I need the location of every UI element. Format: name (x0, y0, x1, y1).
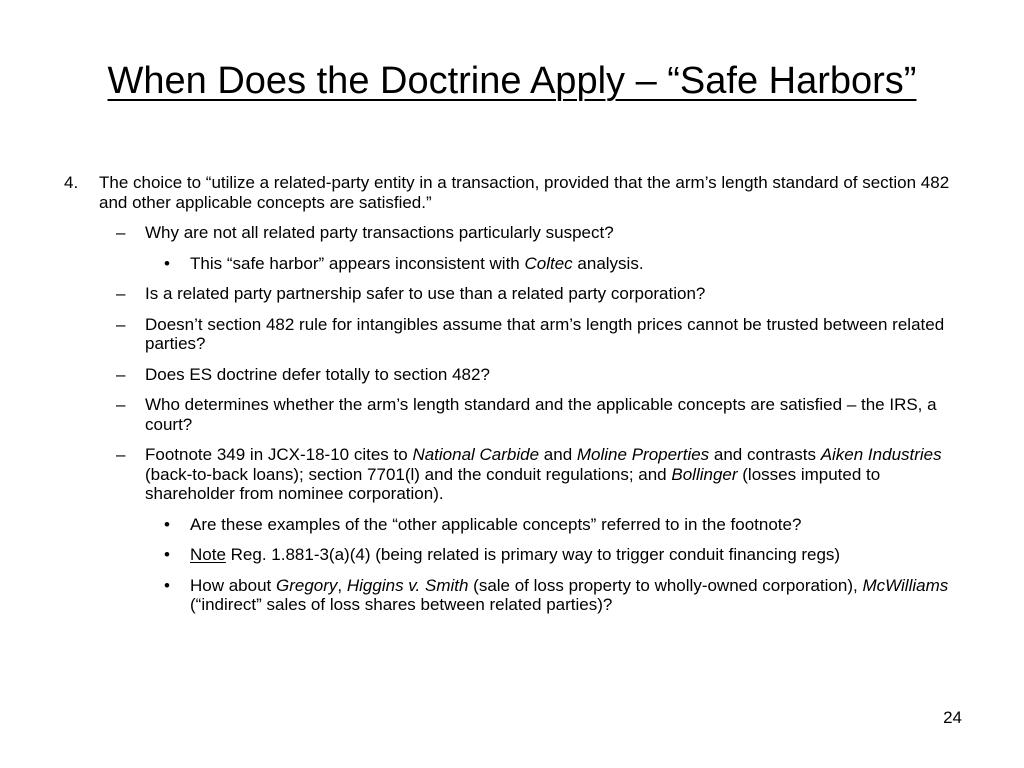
case-name: Gregory (276, 575, 338, 595)
item-4 (64, 173, 964, 212)
item-text: The choice to “utilize a related-party entity in a transaction, provided that the arm’s length standard of section 482 and other applicable concepts are satisfied.” (99, 173, 950, 212)
question-text: Why are not all related party transactions particularly suspect? (145, 223, 614, 242)
case-name: Higgins v. Smith (346, 575, 469, 595)
question-text: Is a related party partnership safer to use than a related party corporation? (145, 284, 706, 303)
question-who-determines (64, 395, 964, 434)
question-text: Footnote 349 in JCX-18-10 cites to National Carbide and Moline Properties and contrasts Aiken Industries (back-to-back loans); section 7701(l) and the conduit regulations; and Bollinger (losses imputed to shareholder from nominee corporation). (145, 445, 942, 503)
dash-marker: – (116, 223, 126, 242)
sub-bullet-conduit-regs (64, 545, 964, 565)
case-name: Moline Properties (576, 445, 710, 464)
question-partnership-safer (64, 284, 964, 304)
page-number: 24 (943, 708, 962, 727)
sub-bullet-coltec (64, 254, 964, 274)
slide-title: When Does the Doctrine Apply – “Safe Harbors” (107, 60, 917, 102)
case-name: National Carbide (412, 445, 540, 464)
bullet-marker: • (164, 253, 170, 273)
dash-marker: – (116, 445, 126, 464)
question-footnote-349 (64, 445, 964, 504)
dash-marker: – (116, 364, 126, 384)
question-section-482-intangibles (64, 315, 964, 354)
slide-body (64, 173, 964, 615)
question-text: Who determines whether the arm’s length standard and the applicable concepts are satisfied – the IRS, a court? (145, 395, 937, 434)
sub-bullet-text: How about Gregory, Higgins v. Smith (sale of loss property to wholly-owned corporation), McWilliams (“indirect” sales of loss shares between related parties)? (190, 575, 949, 614)
case-name: McWilliams (862, 575, 949, 595)
sub-bullet-other-concepts (64, 515, 964, 535)
sub-bullet-text: Are these examples of the “other applicable concepts” referred to in the footnote? (190, 514, 802, 534)
dash-marker: – (116, 395, 126, 414)
case-name: Bollinger (671, 464, 738, 484)
dash-marker: – (116, 284, 126, 303)
case-name: Aiken Industries (820, 445, 942, 464)
question-text: Does ES doctrine defer totally to section 482? (145, 364, 490, 384)
item-number: 4. (64, 173, 79, 192)
question-related-party-suspect (64, 223, 964, 243)
sub-bullet-text: Note Reg. 1.881-3(a)(4) (being related is primary way to trigger conduit financing regs) (190, 545, 841, 564)
case-name: Coltec (524, 253, 573, 273)
sub-bullet-gregory (64, 576, 964, 615)
sub-bullet-text: This “safe harbor” appears inconsistent with Coltec analysis. (190, 253, 644, 273)
question-text: Doesn’t section 482 rule for intangibles assume that arm’s length prices cannot be trusted between related parties? (145, 314, 945, 353)
question-es-doctrine-defer (64, 365, 964, 385)
bullet-marker: • (164, 514, 170, 534)
note-label: Note (190, 545, 226, 564)
bullet-marker: • (164, 575, 170, 595)
bullet-marker: • (164, 545, 170, 564)
dash-marker: – (116, 314, 126, 334)
